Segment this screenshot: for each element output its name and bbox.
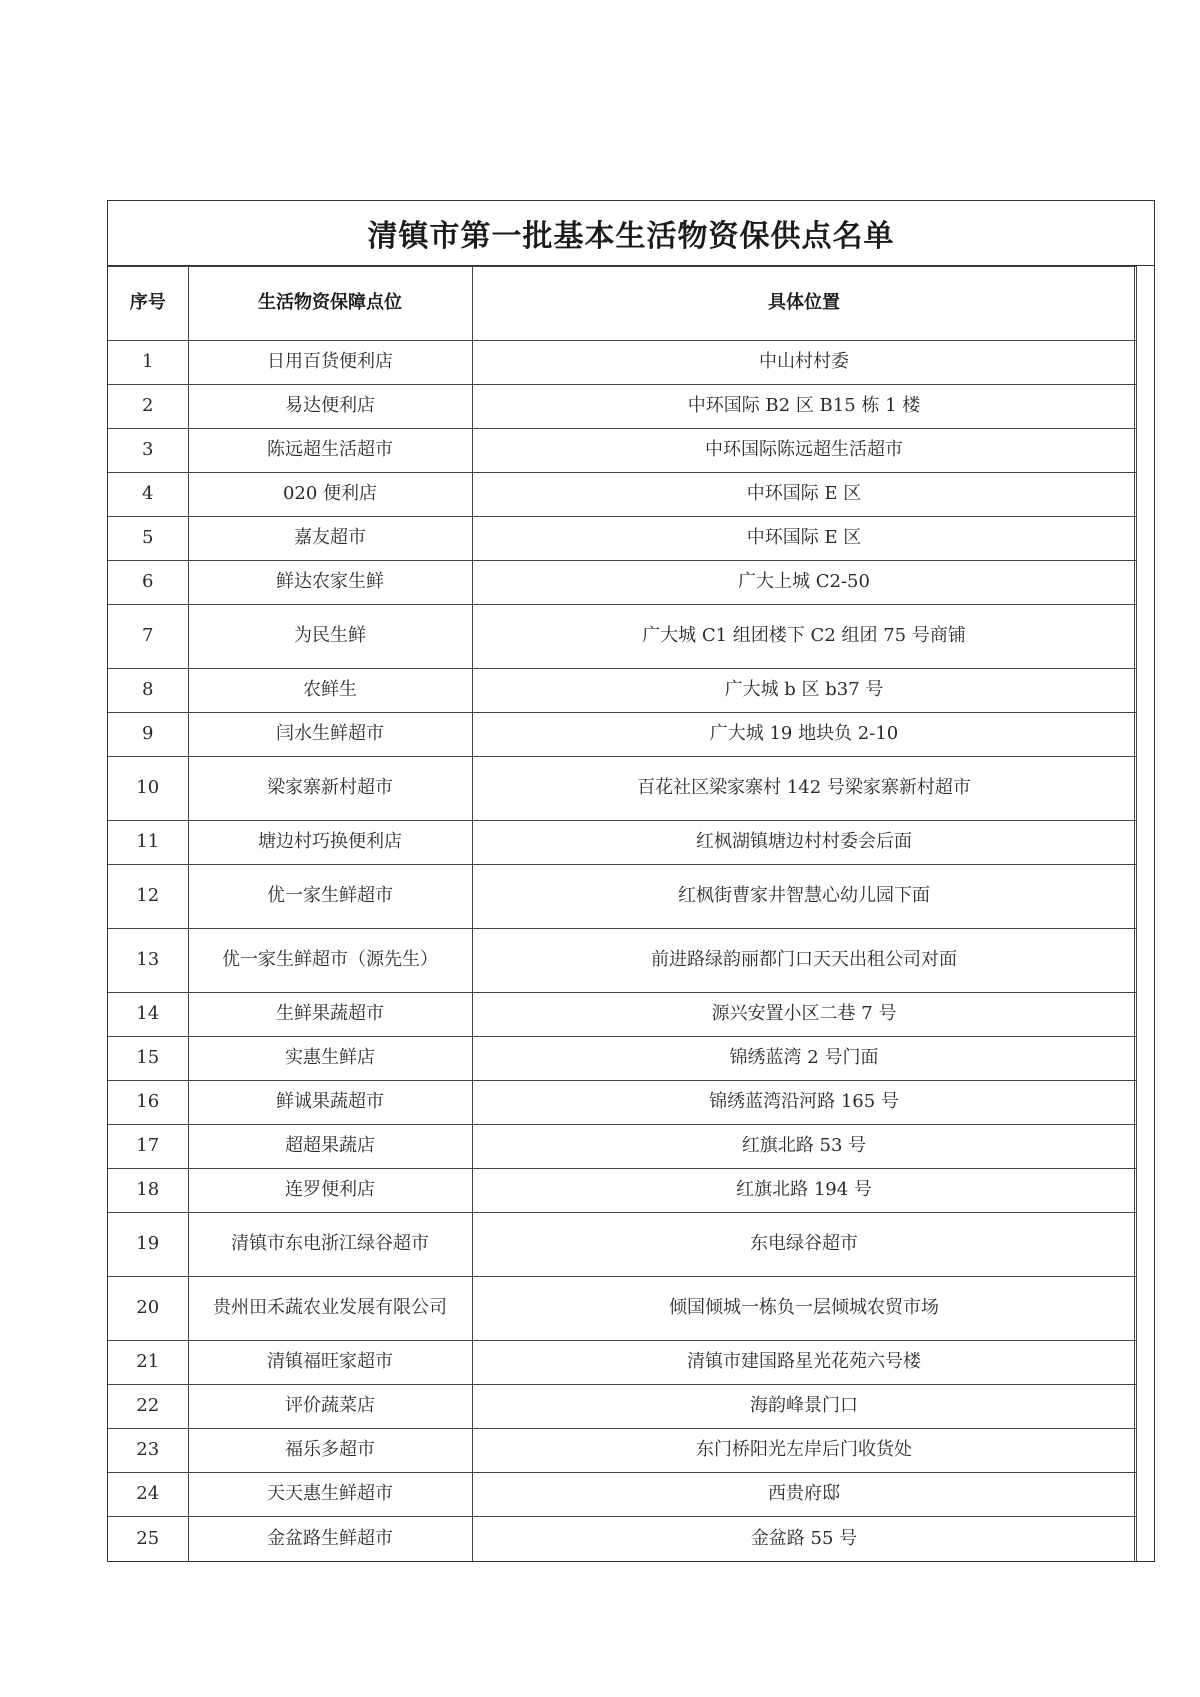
cell-seq: 9: [108, 713, 188, 757]
table-row: [108, 1213, 1136, 1277]
cell-location: 海韵峰景门口: [472, 1385, 1136, 1429]
cell-location: 倾国倾城一栋负一层倾城农贸市场: [472, 1277, 1136, 1341]
header-location: 具体位置: [472, 267, 1136, 341]
table-row: [108, 429, 1136, 473]
cell-name: 贵州田禾蔬农业发展有限公司: [188, 1277, 472, 1341]
cell-location: 中环国际 E 区: [472, 473, 1136, 517]
cell-location: 前进路绿韵丽都门口天天出租公司对面: [472, 929, 1136, 993]
cell-location: 红旗北路 53 号: [472, 1125, 1136, 1169]
header-name: 生活物资保障点位: [188, 267, 472, 341]
cell-location: 东门桥阳光左岸后门收货处: [472, 1429, 1136, 1473]
cell-seq: 13: [108, 929, 188, 993]
cell-name: 福乐多超市: [188, 1429, 472, 1473]
table-row: [108, 865, 1136, 929]
cell-name: 生鲜果蔬超市: [188, 993, 472, 1037]
cell-seq: 11: [108, 821, 188, 865]
cell-name: 陈远超生活超市: [188, 429, 472, 473]
table-row: [108, 929, 1136, 993]
cell-name: 农鲜生: [188, 669, 472, 713]
supply-points-table: [108, 266, 1137, 1561]
cell-name: 优一家生鲜超市（源先生）: [188, 929, 472, 993]
table-right-margin-column: [1134, 265, 1154, 1561]
table-row: [108, 1473, 1136, 1517]
document-sheet: [107, 200, 1155, 1562]
table-row: [108, 821, 1136, 865]
cell-seq: 23: [108, 1429, 188, 1473]
cell-name: 日用百货便利店: [188, 341, 472, 385]
cell-seq: 8: [108, 669, 188, 713]
table-row: [108, 713, 1136, 757]
cell-location: 中山村村委: [472, 341, 1136, 385]
table-row: [108, 993, 1136, 1037]
cell-location: 中环国际陈远超生活超市: [472, 429, 1136, 473]
table-row: [108, 385, 1136, 429]
table-row: [108, 517, 1136, 561]
cell-location: 红旗北路 194 号: [472, 1169, 1136, 1213]
cell-seq: 4: [108, 473, 188, 517]
cell-name: 塘边村巧换便利店: [188, 821, 472, 865]
table-row: [108, 1517, 1136, 1561]
table-row: [108, 669, 1136, 713]
cell-name: 超超果蔬店: [188, 1125, 472, 1169]
cell-location: 锦绣蓝湾 2 号门面: [472, 1037, 1136, 1081]
table-row: [108, 605, 1136, 669]
cell-location: 红枫街曹家井智慧心幼儿园下面: [472, 865, 1136, 929]
cell-seq: 24: [108, 1473, 188, 1517]
cell-name: 为民生鲜: [188, 605, 472, 669]
cell-seq: 14: [108, 993, 188, 1037]
table-row: [108, 341, 1136, 385]
table-row: [108, 561, 1136, 605]
cell-name: 连罗便利店: [188, 1169, 472, 1213]
cell-name: 天天惠生鲜超市: [188, 1473, 472, 1517]
cell-location: 东电绿谷超市: [472, 1213, 1136, 1277]
cell-name: 清镇福旺家超市: [188, 1341, 472, 1385]
cell-location: 西贵府邸: [472, 1473, 1136, 1517]
table-row: [108, 1429, 1136, 1473]
table-row: [108, 1037, 1136, 1081]
cell-seq: 18: [108, 1169, 188, 1213]
cell-name: 020 便利店: [188, 473, 472, 517]
cell-name: 实惠生鲜店: [188, 1037, 472, 1081]
cell-seq: 2: [108, 385, 188, 429]
table-row: [108, 1081, 1136, 1125]
table-row: [108, 1277, 1136, 1341]
cell-location: 广大城 19 地块负 2-10: [472, 713, 1136, 757]
cell-seq: 25: [108, 1517, 188, 1561]
table-row: [108, 1169, 1136, 1213]
cell-name: 闫水生鲜超市: [188, 713, 472, 757]
cell-location: 源兴安置小区二巷 7 号: [472, 993, 1136, 1037]
cell-name: 鲜达农家生鲜: [188, 561, 472, 605]
table-row: [108, 1125, 1136, 1169]
cell-location: 中环国际 B2 区 B15 栋 1 楼: [472, 385, 1136, 429]
table-header-row: [108, 267, 1136, 341]
cell-location: 广大城 C1 组团楼下 C2 组团 75 号商铺: [472, 605, 1136, 669]
cell-seq: 22: [108, 1385, 188, 1429]
cell-name: 梁家寨新村超市: [188, 757, 472, 821]
cell-name: 清镇市东电浙江绿谷超市: [188, 1213, 472, 1277]
cell-location: 中环国际 E 区: [472, 517, 1136, 561]
table-row: [108, 473, 1136, 517]
cell-seq: 1: [108, 341, 188, 385]
cell-location: 红枫湖镇塘边村村委会后面: [472, 821, 1136, 865]
cell-seq: 19: [108, 1213, 188, 1277]
table-row: [108, 1341, 1136, 1385]
table-row: [108, 757, 1136, 821]
cell-seq: 3: [108, 429, 188, 473]
cell-name: 鲜诚果蔬超市: [188, 1081, 472, 1125]
cell-seq: 5: [108, 517, 188, 561]
header-seq: 序号: [108, 267, 188, 341]
cell-name: 嘉友超市: [188, 517, 472, 561]
cell-location: 广大城 b 区 b37 号: [472, 669, 1136, 713]
cell-name: 评价蔬菜店: [188, 1385, 472, 1429]
cell-name: 易达便利店: [188, 385, 472, 429]
cell-seq: 7: [108, 605, 188, 669]
cell-name: 金盆路生鲜超市: [188, 1517, 472, 1561]
cell-name: 优一家生鲜超市: [188, 865, 472, 929]
cell-location: 广大上城 C2-50: [472, 561, 1136, 605]
cell-seq: 15: [108, 1037, 188, 1081]
cell-location: 金盆路 55 号: [472, 1517, 1136, 1561]
cell-location: 百花社区梁家寨村 142 号梁家寨新村超市: [472, 757, 1136, 821]
cell-seq: 20: [108, 1277, 188, 1341]
cell-seq: 10: [108, 757, 188, 821]
cell-seq: 6: [108, 561, 188, 605]
cell-seq: 21: [108, 1341, 188, 1385]
cell-location: 清镇市建国路星光花苑六号楼: [472, 1341, 1136, 1385]
cell-seq: 16: [108, 1081, 188, 1125]
table-row: [108, 1385, 1136, 1429]
cell-seq: 17: [108, 1125, 188, 1169]
cell-location: 锦绣蓝湾沿河路 165 号: [472, 1081, 1136, 1125]
document-title: 清镇市第一批基本生活物资保供点名单: [108, 201, 1154, 266]
cell-seq: 12: [108, 865, 188, 929]
